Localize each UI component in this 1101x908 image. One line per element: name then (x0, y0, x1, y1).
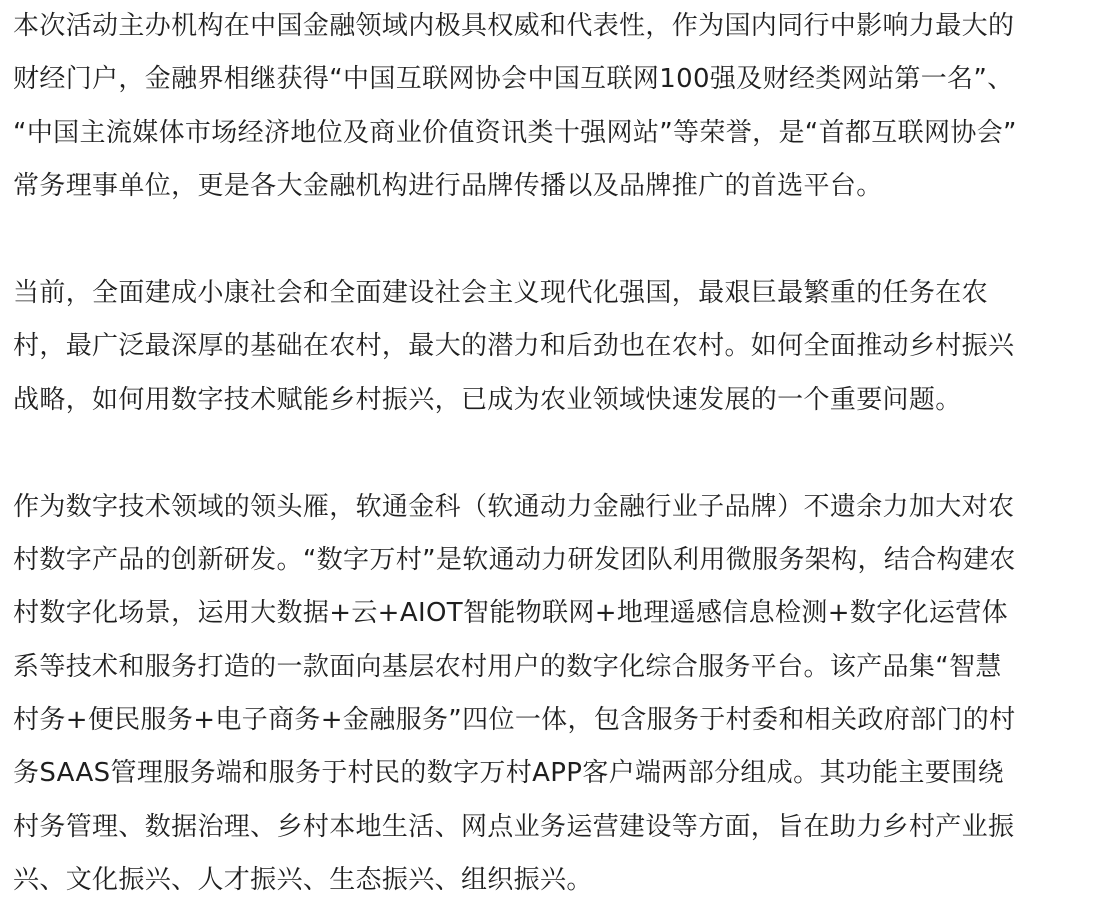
paragraph-line: “中国主流媒体市场经济地位及商业价值资讯类十强网站”等荣誉，是“首都互联网协会” (13, 117, 1017, 148)
paragraph-line: 系等技术和服务打造的一款面向基层农村用户的数字化综合服务平台。该产品集“智慧 (13, 651, 1002, 682)
paragraph-line: 财经门户，金融界相继获得“中国互联网协会中国互联网100强及财经类网站第一名”、 (13, 64, 1014, 95)
paragraph-line: 兴、文化振兴、人才振兴、生态振兴、组织振兴。 (13, 865, 593, 896)
paragraph-line: 本次活动主办机构在中国金融领域内极具权威和代表性，作为国内同行中影响力最大的 (13, 11, 1015, 41)
paragraph-line: 战略，如何用数字技术赋能乡村振兴，已成为农业领域快速发展的一个重要问题。 (13, 384, 962, 415)
paragraph-3 (13, 481, 1093, 908)
paragraph-2 (13, 267, 1093, 427)
article-body (13, 0, 1093, 908)
paragraph-line: 务SAAS管理服务端和服务于村民的数字万村APP客户端两部分组成。其功能主要围绕 (13, 758, 1004, 789)
paragraph-line: 村，最广泛最深厚的基础在农村，最大的潜力和后劲也在农村。如何全面推动乡村振兴 (13, 331, 1015, 362)
paragraph-line: 作为数字技术领域的领头雁，软通金科（软通动力金融行业子品牌）不遗余力加大对农 (13, 491, 1015, 522)
paragraph-spacer (13, 214, 1093, 267)
paragraph-line: 常务理事单位，更是各大金融机构进行品牌传播以及品牌推广的首选平台。 (13, 171, 883, 202)
paragraph-1 (13, 0, 1093, 214)
paragraph-line: 村数字产品的创新研发。“数字万村”是软通动力研发团队利用微服务架构，结合构建农 (13, 544, 1016, 575)
paragraph-line: 当前，全面建成小康社会和全面建设社会主义现代化强国，最艰巨最繁重的任务在农 (13, 277, 988, 308)
paragraph-line: 村数字化场景，运用大数据+云+AIOT智能物联网+地理遥感信息检测+数字化运营体 (13, 598, 1008, 629)
paragraph-line: 村务管理、数据治理、乡村本地生活、网点业务运营建设等方面，旨在助力乡村产业振 (13, 811, 1015, 842)
paragraph-spacer (13, 427, 1093, 480)
paragraph-line: 村务+便民服务+电子商务+金融服务”四位一体，包含服务于村委和相关政府部门的村 (13, 705, 1016, 736)
